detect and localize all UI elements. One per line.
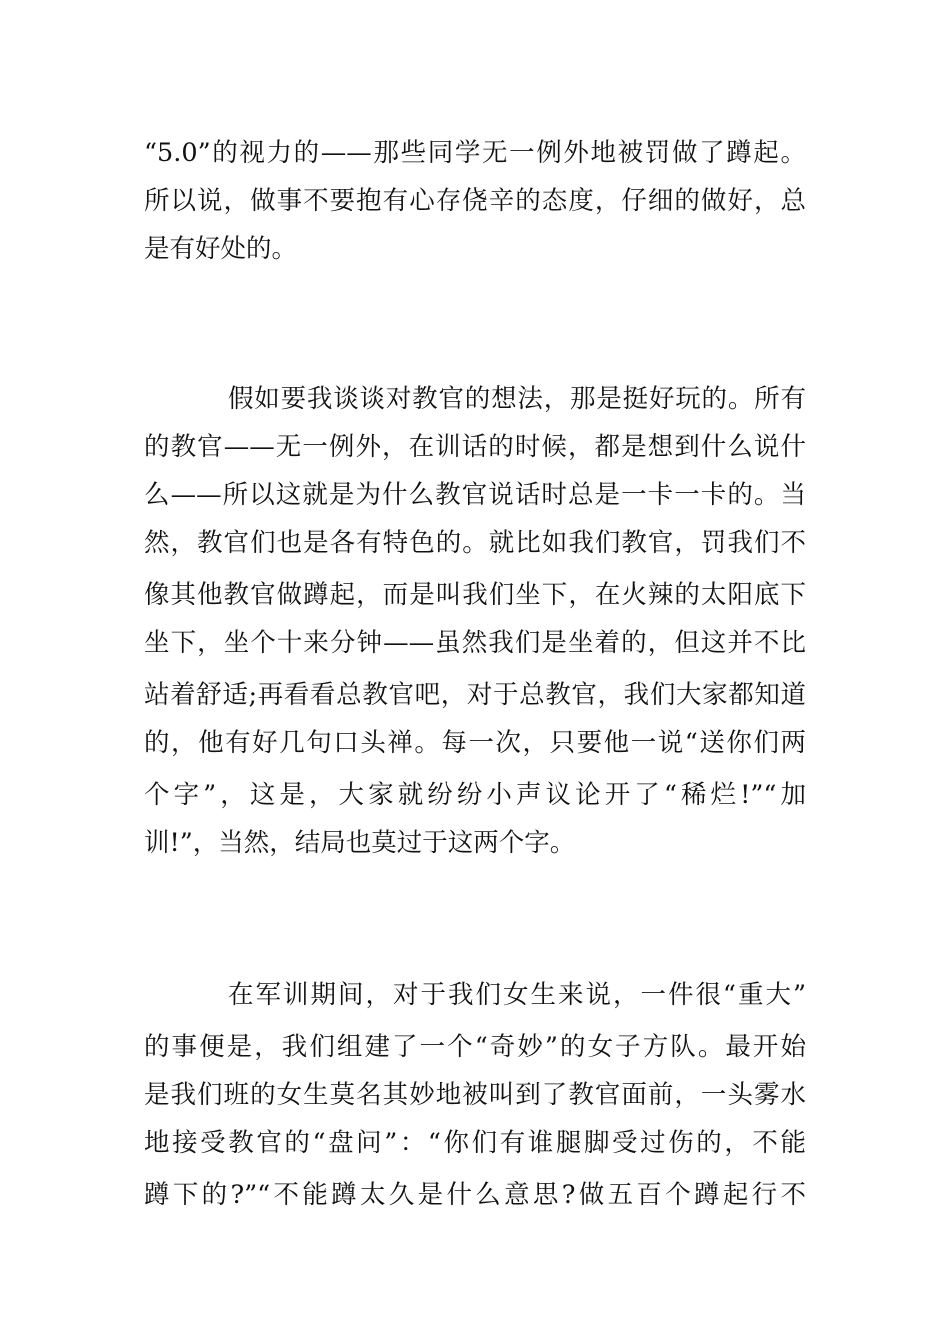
text-line: 假如要我谈谈对教官的想法，那是挺好玩的。所有 [228,384,806,414]
text-line: 坐下，坐个十来分钟——虽然我们是坐着的，但这并不比 [144,628,806,658]
text-line: 像其他教官做蹲起，而是叫我们坐下，在火辣的太阳底下 [144,580,806,610]
text-line: 站着舒适;再看看总教官吧，对于总教官，我们大家都知道 [144,680,806,710]
text-line: 是我们班的女生莫名其妙地被叫到了教官面前，一头雾水 [144,1080,806,1110]
text-line: 蹲下的?”“不能蹲太久是什么意思?做五百个蹲起行不 [144,1180,806,1210]
text-line: 在军训期间，对于我们女生来说，一件很“重大” [228,980,806,1010]
text-line: 的教官——无一例外，在训话的时候，都是想到什么说什 [144,432,806,462]
text-line: 个字”，这是，大家就纷纷小声议论开了“稀烂!”“加 [144,780,806,810]
text-line: 么——所以这就是为什么教官说话时总是一卡一卡的。当 [144,480,806,510]
text-line: 所以说，做事不要抱有心存侥辛的态度，仔细的做好，总 [144,186,806,216]
text-line: 的事便是，我们组建了一个“奇妙”的女子方队。最开始 [144,1032,806,1062]
text-line: 然，教官们也是各有特色的。就比如我们教官，罚我们不 [144,528,806,558]
text-line: 的，他有好几句口头禅。每一次，只要他一说“送你们两 [144,728,806,758]
text-line: 是有好处的。 [144,234,298,264]
text-line: “5.0”的视力的——那些同学无一例外地被罚做了蹲起。 [144,138,806,168]
text-line: 训!”，当然，结局也莫过于这两个字。 [144,828,576,858]
text-line: 地接受教官的“盘问”：“你们有谁腿脚受过伤的，不能 [144,1128,806,1158]
